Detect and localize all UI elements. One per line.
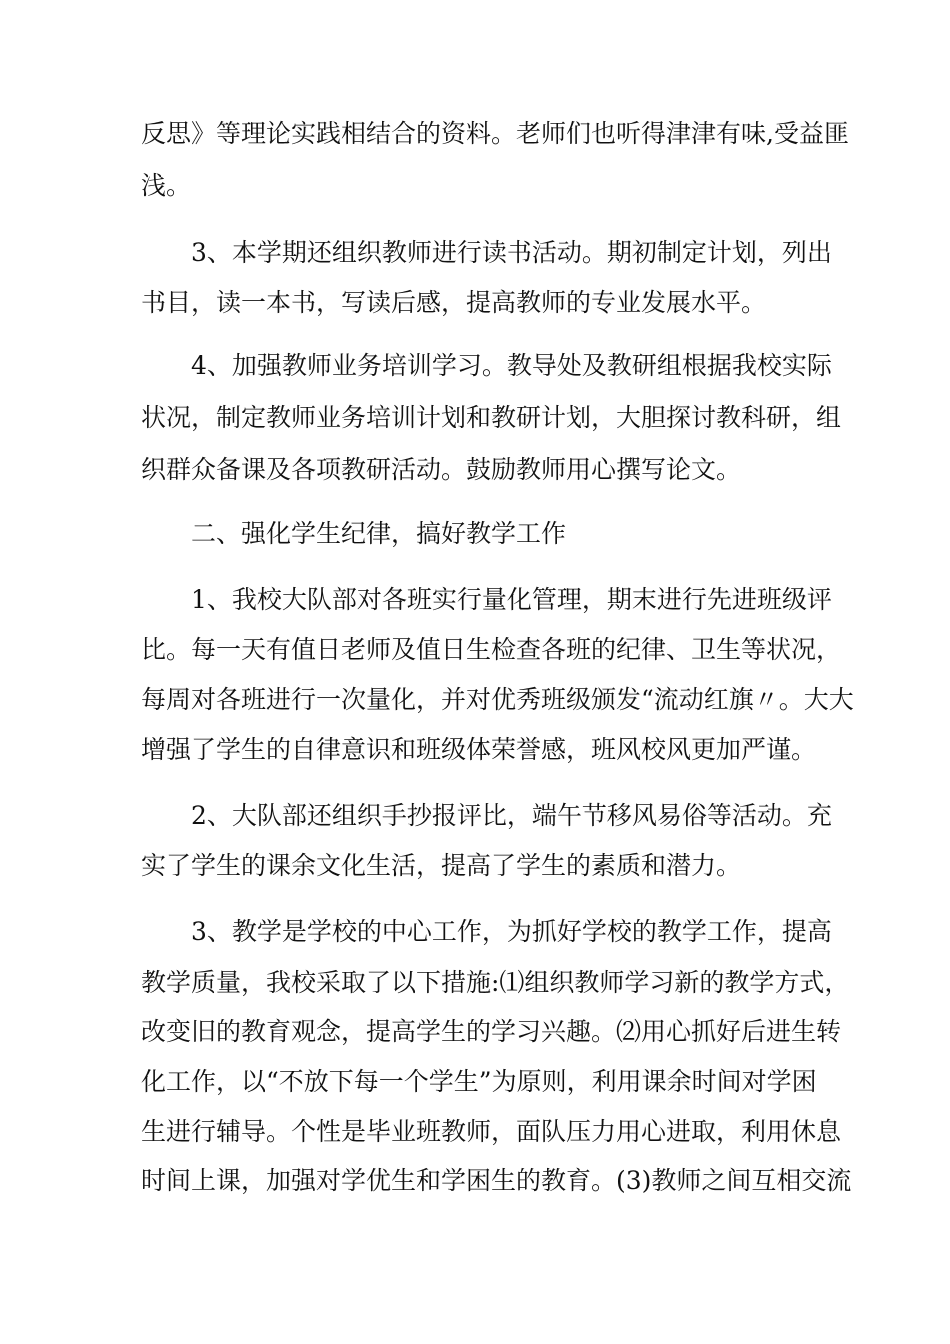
text-line: 书目，读一本书，写读后感，提高教师的专业发展水平。 <box>141 288 767 317</box>
text-line: 比。每一天有值日老师及值日生检查各班的纪律、卫生等状况， <box>141 635 842 664</box>
text-line: 3、本学期还组织教师进行读书活动。期初制定计划，列出 <box>191 238 832 267</box>
text-line: 生进行辅导。个性是毕业班教师，面队压力用心进取，利用休息 <box>141 1117 842 1146</box>
text-line: 2、大队部还组织手抄报评比，端午节移风易俗等活动。充 <box>191 801 832 830</box>
text-line: 织群众备课及各项教研活动。鼓励教师用心撰写论文。 <box>141 455 742 484</box>
text-line: 教学质量，我校采取了以下措施:⑴组织教师学习新的教学方式， <box>141 968 850 997</box>
text-line: 改变旧的教育观念，提高学生的学习兴趣。⑵用心抓好后进生转 <box>141 1017 842 1046</box>
section-heading-text: 二、强化学生纪律，搞好教学工作 <box>191 519 567 548</box>
text-line: 浅。 <box>141 171 192 200</box>
text-line: 实了学生的课余文化生活，提高了学生的素质和潜力。 <box>141 851 742 880</box>
text-line: 1、我校大队部对各班实行量化管理，期末进行先进班级评 <box>191 585 832 614</box>
text-line: 4、加强教师业务培训学习。教导处及教研组根据我校实际 <box>191 351 832 380</box>
text-line: 每周对各班进行一次量化，并对优秀班级颁发“流动红旗〃。大大 <box>141 685 854 714</box>
text-line: 时间上课，加强对学优生和学困生的教育。(3)教师之间互相交流 <box>141 1166 852 1195</box>
text-line: 化工作，以“不放下每一个学生”为原则，利用课余时间对学困 <box>141 1067 817 1096</box>
text-line: 增强了学生的自律意识和班级体荣誉感，班风校风更加严谨。 <box>141 735 817 764</box>
text-line: 状况，制定教师业务培训计划和教研计划，大胆探讨教科研，组 <box>141 403 842 432</box>
text-line: 反思》等理论实践相结合的资料。老师们也听得津津有味,受益匪 <box>141 119 849 148</box>
text-line: 3、教学是学校的中心工作，为抓好学校的教学工作，提高 <box>191 917 832 946</box>
